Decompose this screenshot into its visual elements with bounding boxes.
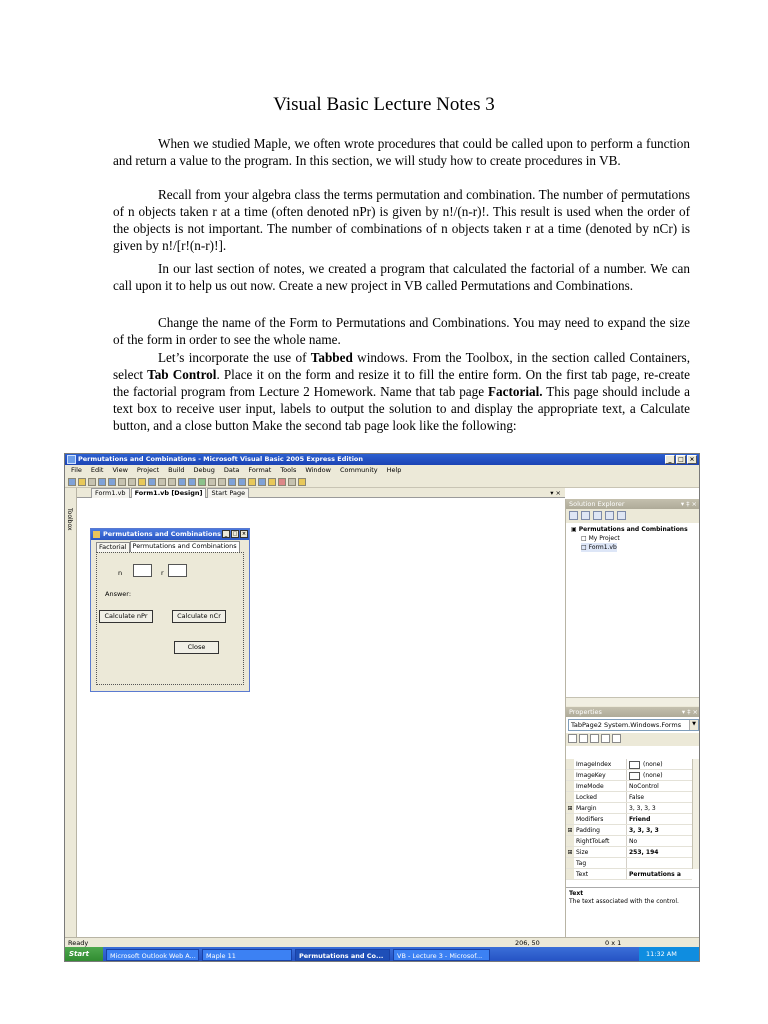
menu-debug[interactable]: Debug [193,466,215,474]
property-grid-scrollbar[interactable] [692,759,700,869]
property-pages-icon[interactable] [612,734,621,743]
property-value-text: 3, 3, 3, 3 [629,827,659,834]
save-icon[interactable] [98,478,106,486]
open-file-icon[interactable] [78,478,86,486]
property-name: Tag [574,858,627,868]
property-name: Padding [574,825,627,835]
view-designer-icon[interactable] [617,511,626,520]
toolbox-icon[interactable] [248,478,256,486]
property-row[interactable] [566,858,692,869]
save-all-icon[interactable] [108,478,116,486]
property-value-text: Friend [629,816,651,823]
paragraph-1: When we studied Maple, we often wrote procedures that could be called upon to perform a function and return a value to the program. In this section, we will study how to create procedures in VB. [113,136,690,168]
show-all-files-icon[interactable] [581,511,590,520]
solution-explorer-controls[interactable]: ▾ ‡ × [680,500,697,508]
status-size: 0 x 1 [605,939,622,947]
new-project-icon[interactable] [68,478,76,486]
form-tab-control [91,540,249,552]
maximize-button[interactable]: □ [676,455,686,464]
textbox-r[interactable] [168,564,187,577]
property-row[interactable] [566,803,692,814]
vb-app-icon [67,455,76,464]
property-value[interactable] [627,792,692,802]
tab-permutations-combinations[interactable]: Permutations and Combinations [130,541,240,552]
property-value[interactable] [627,770,692,780]
expand-icon[interactable]: ⊞ [567,805,573,812]
close-button[interactable]: × [687,455,697,464]
cut-icon[interactable] [118,478,126,486]
property-value[interactable] [627,836,692,846]
object-browser-icon[interactable] [258,478,266,486]
form-title-bar [91,529,249,540]
tab-page-2 [96,552,244,685]
property-name: ImageKey [574,770,627,780]
form-title: Permutations and Combinations [103,530,221,538]
description-text: The text associated with the control. [569,898,679,905]
tree-item-my-project[interactable]: □ My Project [581,535,620,542]
menu-community[interactable]: Community [339,466,378,474]
form-minimize-icon: _ [222,530,230,538]
comment-icon[interactable] [158,478,166,486]
property-name: RightToLeft [574,836,627,846]
solution-explorer-scrollbar[interactable] [566,697,700,706]
expand-icon[interactable]: ⊞ [567,827,573,834]
start-debugging-icon[interactable] [198,478,206,486]
property-name: Modifiers [574,814,627,824]
form-close-button[interactable]: Close [174,641,219,654]
find-icon[interactable] [148,478,156,486]
events-icon[interactable] [601,734,610,743]
menu-project[interactable]: Project [136,466,160,474]
paragraph-3: In our last section of notes, we created a program that calculated the factorial of a number. We can call upon it to help us out now. Create a new project in VB called Permutations and Combinations. [113,261,690,293]
status-position: 206, 50 [515,939,540,947]
properties-tab-icon[interactable] [590,734,599,743]
property-value[interactable] [627,858,692,868]
menu-window[interactable]: Window [305,466,331,474]
paste-icon[interactable] [138,478,146,486]
property-value[interactable] [627,869,692,879]
menu-file[interactable]: File [71,466,82,474]
property-value[interactable] [627,759,692,769]
extensions-icon[interactable] [298,478,306,486]
expand-icon[interactable] [566,770,574,780]
task-vb-permutations[interactable]: Permutations and Co... [295,949,390,961]
menu-view[interactable]: View [112,466,128,474]
tab-form1-code[interactable]: Form1.vb [91,488,130,498]
tree-root-project[interactable]: ▣ Permutations and Combinations [571,526,688,533]
answer-label: Answer: [105,590,132,598]
property-row[interactable] [566,759,692,770]
form-icon [93,531,100,538]
property-value[interactable] [627,781,692,791]
windows-taskbar [65,947,699,962]
expand-icon[interactable] [566,836,574,846]
description-title: Text [569,890,584,897]
expand-icon[interactable] [566,858,574,868]
alphabetical-icon[interactable] [579,734,588,743]
property-value-text: No [629,838,638,845]
task-vb-lecture[interactable]: VB - Lecture 3 - Microsof... [393,949,490,961]
chevron-down-icon[interactable]: ▼ [689,720,698,730]
object-selector[interactable]: TabPage2 System.Windows.Forms ▼ [568,719,699,731]
properties-icon[interactable] [238,478,246,486]
menu-tools[interactable]: Tools [280,466,297,474]
error-list-icon[interactable] [268,478,276,486]
vb-ide-screenshot [64,453,700,962]
property-name: ImageIndex [574,759,627,769]
tab-factorial[interactable]: Factorial [96,542,130,552]
solution-explorer-icon[interactable] [228,478,236,486]
ide-window-title: Permutations and Combinations - Microsoft Visual Basic 2005 Express Edition [78,455,364,463]
property-row[interactable] [566,836,692,847]
calculate-npr-button[interactable]: Calculate nPr [99,610,153,623]
properties-view-icon[interactable] [569,511,578,520]
toolbox-strip[interactable] [65,488,77,937]
property-value-text: Permutations a [629,871,681,878]
image-swatch [629,761,640,769]
task-maple[interactable]: Maple 11 [202,949,292,961]
property-row[interactable] [566,770,692,781]
status-bar [65,937,699,947]
property-grid [566,759,692,880]
property-row[interactable] [566,869,692,880]
paragraph-5: Let’s incorporate the use of Tabbed windows. From the Toolbox, in the section called Containers, select Tab Control. Place it on the form and resize it to fill the entire form. On the first tab page, re-create the factorial program from Lecture 2 Homework. Name that tab page Factorial. This page should include a text box to receive user input, labels to output the solution to and display the appropriate text, a Calculate button, and a close button Make the second tab page look like the following: [113,350,691,433]
property-value[interactable] [627,825,692,835]
start-button[interactable]: Start [65,947,103,962]
document-tabs [77,488,565,498]
property-value-text: (none) [643,772,663,779]
designer-area [77,488,565,937]
undo-icon[interactable] [178,478,186,486]
property-description [566,887,700,925]
paragraph-2: Recall from your algebra class the terms permutation and combination. The number of permutations of n objects taken r at a time (often denoted nPr) is given by n!/(n-r)!. This result is used when the order of the objects is not important. The number of combinations of n objects taken r at a time (denoted by nCr) is given by n!/[r!(n-r)!]. [113,187,690,253]
textbox-n[interactable] [133,564,152,577]
expand-icon[interactable]: ⊞ [567,849,573,856]
form-maximize-icon: □ [232,531,238,537]
uncomment-icon[interactable] [168,478,176,486]
menu-data[interactable]: Data [223,466,240,474]
menu-build[interactable]: Build [168,466,185,474]
view-code-icon[interactable] [605,511,614,520]
expand-icon[interactable] [566,781,574,791]
properties-controls[interactable]: ▾ ‡ × [681,708,698,716]
menu-help[interactable]: Help [386,466,402,474]
property-name: Size [574,847,627,857]
ide-title-bar [65,454,699,465]
form-close-icon: × [241,531,247,537]
expand-icon[interactable] [566,792,574,802]
categorized-icon[interactable] [568,734,577,743]
solution-explorer-title: Solution Explorer ▾ ‡ × [566,499,700,509]
property-row[interactable] [566,825,692,836]
property-row[interactable] [566,847,692,858]
property-row[interactable] [566,814,692,825]
database-icon[interactable] [278,478,286,486]
copy-icon[interactable] [128,478,136,486]
expand-icon[interactable] [566,869,574,879]
system-tray-clock: 11:32 AM [639,947,699,962]
tree-item-form1[interactable]: □ Form1.vb [581,544,617,551]
right-panels [565,499,700,937]
property-value[interactable] [627,847,692,857]
stop-icon[interactable] [218,478,226,486]
standard-toolbar [65,476,699,488]
property-name: Text [574,869,627,879]
close-document-icon[interactable]: ▾ × [550,489,561,497]
toolbox-label[interactable]: Toolbox [66,508,73,531]
calculate-ncr-button[interactable]: Calculate nCr [172,610,226,623]
label-r: r [161,569,164,577]
expand-icon[interactable] [566,759,574,769]
property-value[interactable] [627,814,692,824]
property-name: Margin [574,803,627,813]
image-swatch [629,772,640,780]
property-value-text: False [629,794,645,801]
property-name: ImeMode [574,781,627,791]
task-outlook[interactable]: Microsoft Outlook Web A... [106,949,199,961]
menu-edit[interactable]: Edit [90,466,104,474]
label-n: n [118,569,123,577]
paragraph-4: Change the name of the Form to Permutations and Combinations. You may need to expand the size of the form in order to see the whole name. [113,315,690,347]
property-value-text: (none) [643,761,663,768]
menu-format[interactable]: Format [248,466,272,474]
redo-icon[interactable] [188,478,196,486]
tab-start-page[interactable]: Start Page [207,488,249,498]
refresh-icon[interactable] [593,511,602,520]
property-row[interactable] [566,781,692,792]
properties-window [566,717,700,937]
minimize-button[interactable]: _ [665,455,675,464]
property-value-text: NoControl [629,783,659,790]
expand-icon[interactable] [566,814,574,824]
pause-icon[interactable] [208,478,216,486]
add-item-icon[interactable] [88,478,96,486]
properties-title: Properties ▾ ‡ × [566,707,700,717]
property-row[interactable] [566,792,692,803]
property-name: Locked [574,792,627,802]
menu-bar [65,465,699,476]
solution-explorer [566,509,700,706]
property-value-text: 253, 194 [629,849,659,856]
tab-form1-design[interactable]: Form1.vb [Design] [131,488,207,498]
options-icon[interactable] [288,478,296,486]
property-value[interactable] [627,803,692,813]
property-value-text: 3, 3, 3, 3 [629,805,656,812]
document-title: Visual Basic Lecture Notes 3 [273,94,495,115]
status-ready: Ready [68,939,89,947]
designer-form[interactable] [90,528,250,692]
